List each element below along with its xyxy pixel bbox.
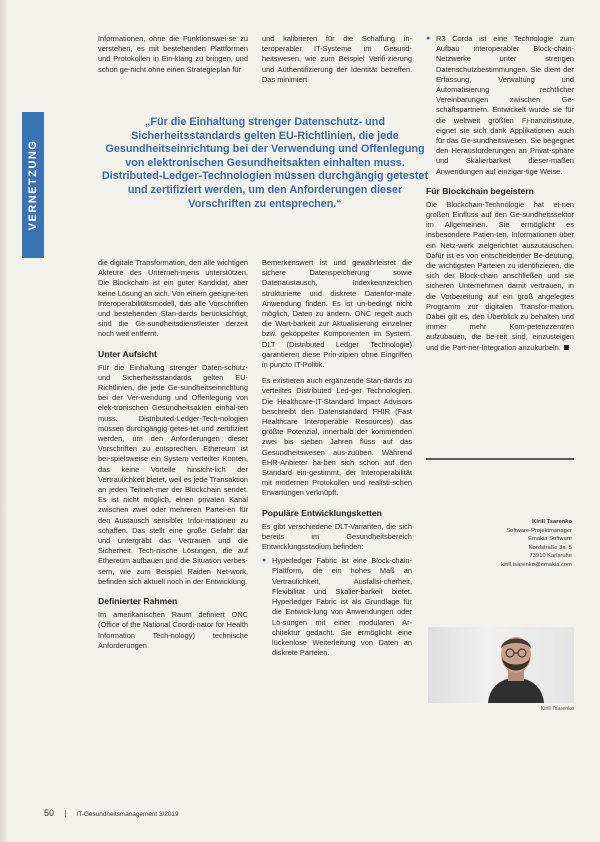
- column-2-body-3: Es gibt verschiedene DLT-Varianten, die sich bereits im Gesundheitsbereich Entwicklungsstadium befinden:: [262, 521, 412, 552]
- author-city: 73910 Karlsruhe: [529, 553, 572, 560]
- author-role: Software-Projektmanager: [506, 527, 572, 534]
- portrait-illustration: [428, 627, 574, 703]
- author-email: kirill.tsarenko@emakia.com: [501, 561, 572, 568]
- column-2-body: Bemerkenswert ist und gewährleistet die sichere Datenspeicherung sowie Datenaustausch, Indexkennzeichen strukturierte und diskrete Datenfor-mate Anwendung finden. Es ist un-bedingt nicht möglich, Daten zu ändern. ONC regelt auch die Wart-barkeit zur Aktualisierung einzelner bzw. gekoppelter Komponenten im System. DLT (Distributed Ledger Technologie) garantieren diese Prin-zipien ohne Eingriffen in puncto IT-Politik.: [262, 258, 412, 370]
- column-2: [262, 258, 412, 660]
- author-separator-rule: [426, 458, 574, 460]
- heading-unter-aufsicht: Unter Aufsicht: [98, 348, 157, 359]
- section-tab-label: VERNETZUNG: [27, 139, 39, 231]
- column-1-body-2: Für die Einhaltung strenger Daten-schutz- und Sicherheitsstandards gelten EU-Richtlinien, die jede Ge-sundheitseinrichtung bei der Ver-wendung und Offenlegung von elek-tronischen Gesundheitsakten einhal-ten muss. Distributed-Ledger-Tech-nologien müssen durchgängig getes-tet und zertifiziert werden, um den Anforderungen dieser Vorschriften zu entsprechen. Ethereum ist bei-spielsweise ein System verteilter Konten, das keine Vorteile hinsicht-lich der Vertraulichkeit bietet, weil es jede Transaktion an jeden Teilneh-mer der Blockchain sendet. Es ist nicht möglich, einen privaten Kanal zwischen zwei oder mehreren Partei-en für den Austausch sensibler Infor-mationen zu schaffen. Das stellt eine große Gefahr dar und untergräbt das Vertrauen und die Sicherheit. Tech-nische Lösungen, die auf Ethereum aufbauen und die Situation verbes-sern, wie zum Beispiel Raiden Net-work, befinden sich aktuell noch in der Entwicklung.: [98, 362, 248, 586]
- article-end-mark: [564, 345, 569, 350]
- bullet-r3-corda: [426, 34, 574, 177]
- pull-quote: „Für die Einhaltung strenger Datenschutz- und Sicherheitsstandards gelten EU-Richtlinien, die jede Gesundheitseinrichtung bei der Verwendung und Offenlegung von elektronischen Gesundheitsakten einhalten muss. Distributed-Ledger-Technologien müssen durchgängig getestet und zertifiziert werden, um den Anforderungen dieser Vorschriften zu entsprechen.“: [101, 116, 429, 210]
- photo-caption: Kirill Tsarenko: [540, 706, 574, 712]
- author-box: [486, 518, 572, 570]
- bullet-r3-corda-text: R3 Corda ist eine Technologie zum Aufbau interoperabler Block-chain-Netzwerke unter strengen Datenschutzbestimmungen. Sie dient der Erfassung, Verwaltung und Automatisierung rechtlicher Vereinbarungen zwischen Ge-schäftspartnern. Entwickelt wurde sie für die weltweit größten Fi-nanzinstitute, eignet sie sich dank Applikationen auch für das Ge-sundheitswesen. Sie begegnet den Herausforderungen an Privat-sphäre und Skalierbarkeit dieser-maßen Anwendungen auf einzigar-tige Weise.: [436, 34, 574, 176]
- column-3-body-text: Die Blockchain-Technologie hat ei-nen großen Einfluss auf den Ge-sundheitssektor im Allgemeinen. Sie ermöglicht es insbesondere Patien-ten, Informationen über ein Netz-werk zielgerichtet auszutauschen. Dafür ist es von entscheidender Be-deutung, die wichtigsten Parteien zu identifizieren, die sich der Block-chain anschließen und sie sicheren Unternehmen damit vertrauen, in die Vorbereitung auf ein groß angelegtes Programm zur digitalen Transfor-mation. Dabei gilt es, den Überblick zu behalten und immer mehr Kom-petenzzentren aufzubauen, die be-reit sind, einzusteigen und die Part-ner-Integration anzukurbeln.: [426, 199, 574, 352]
- column-2-top-text: und kalibrieren für die Schaffung in-teroperabler IT-Systeme im Gesund-heitswesen, wie zum Beispiel Verifi-zierung und Authentifizierung der Identität betreffen. Das minimiert: [262, 34, 412, 84]
- column-2-body-2: Es existieren auch ergänzende Stan-dards zu verteiltes Distributed Led-ger Technologien. Die Healthcare-IT-Standard Impact Advisors beschreibt den Datenstandard FHIR (Fast Healthcare Interoperable Resources) das größte Potenzial, innerhalb der kommenden zwei bis sieben Jahren flüss auf das Gesundheitswesen aus-zuüben. Während EHR-Anbieter ha-ben sich schon auf den Standard ein-gestimmt, der Interoperabilität mit modernen Protokollen und realisti-schen Erwartungen verknüpft.: [262, 376, 412, 498]
- column-1-intro: die digitale Transformation, den alle wichtigen Akteure des Unterneh-mens unterstützen. Die Blockchain ist ein guter Kandidat, aber keine Lösung an sich. Von einem geeigne-ten Interoperabilitätsmodell, das alle Vorschriften und bestehenden Stan-dards berücksichtigt, sind die Ge-sundheitsdienstleister derzeit noch weit entfernt.: [98, 258, 248, 339]
- paragraph-blockchain-text: [426, 200, 574, 353]
- magazine-issue: IT-Gesundheitsmanagement 3/2019: [76, 811, 179, 818]
- section-tab: [22, 112, 44, 258]
- column-2-top: [262, 34, 412, 85]
- page-footer: [44, 808, 179, 818]
- column-1-body-3: Im amerikanischen Raum definiert ONC (Office of the National Coordi-nator for Health Information Tech-nology) technische Anforderungen: [98, 610, 248, 650]
- bullet-hyperledger-fabric: [262, 556, 412, 658]
- page-number: 50: [44, 808, 55, 818]
- heading-definierter-rahmen: Definierter Rahmen: [98, 596, 178, 607]
- author-photo: [428, 627, 574, 703]
- page-edge-shadow: [0, 0, 8, 842]
- author-name: Kirill Tsarenko: [532, 519, 572, 525]
- footer-separator: |: [64, 809, 67, 818]
- column-1-top-text: Informationen, ohne die Funktionswei-se zu verstehen, es mit bestehenden Plattformen und Protokollen in Ein-klang zu bringen, und schon ge-nicht ohne einen Strategieplan für: [98, 34, 248, 74]
- bullet-hyperledger-fabric-text: Hyperledger Fabric ist eine Block-chain-Plattform, die ein hohes Maß an Vertraulichkeit, Ausfallsi-cherheit, Flexibilität und Skalier-barkeit bietet. Hyperledger Fabric ist als Grundlage für die Entwick-lung von Anwendungen oder Lö-sungen mit einer modularen Ar-chitektur gedacht. Sie ermöglicht eine lückenlose Weiterleitung von Daten an diskrete Parteien.: [272, 556, 412, 658]
- author-company: Emakia Software: [528, 536, 572, 543]
- column-1-top: [98, 34, 248, 75]
- column-1: [98, 258, 248, 651]
- heading-populaere-entwicklungsketten: Populäre Entwicklungsketten: [262, 507, 382, 518]
- author-street: Nordstraße 3a, 5: [528, 544, 572, 551]
- heading-blockchain-begeistern: Für Blockchain begeistern: [426, 185, 534, 196]
- column-3: [426, 34, 574, 353]
